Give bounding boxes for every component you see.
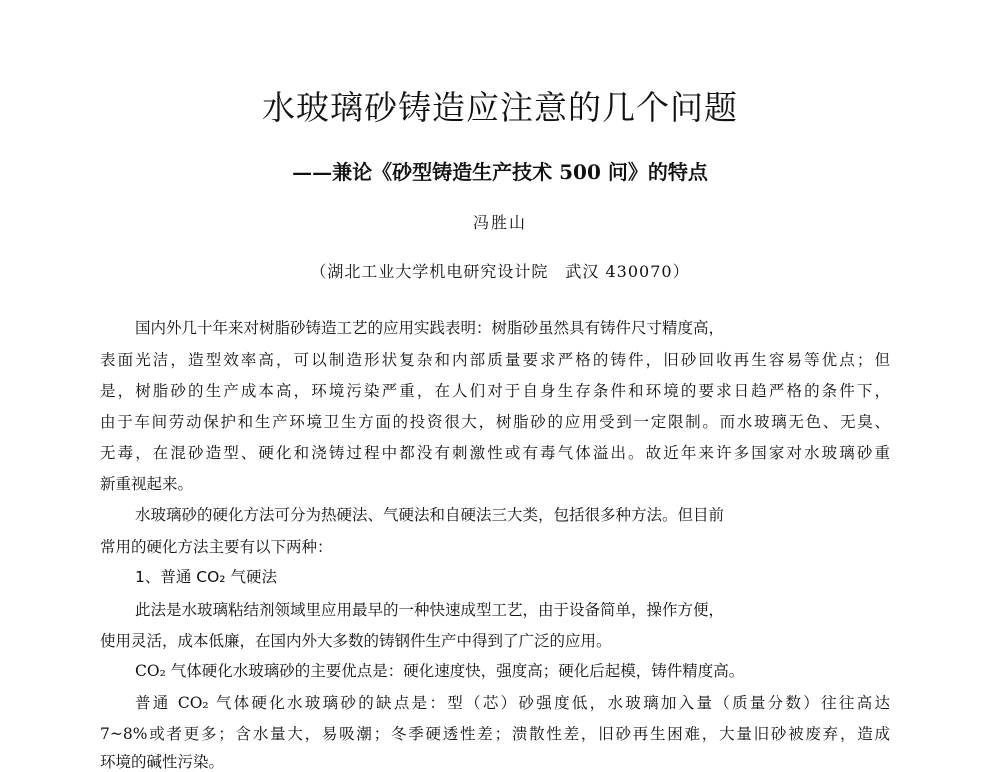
section-heading-co2-hardening: 1、普通 CO₂ 气硬法	[135, 568, 277, 586]
paragraph-1-line-2: 表面光洁，造型效率高，可以制造形状复杂和内部质量要求严格的铸件，旧砂回收再生容易等优点；但	[100, 351, 890, 369]
paragraph-3-line-1: 此法是水玻璃粘结剂领域里应用最早的一种快速成型工艺，由于设备简单，操作方便，	[135, 601, 725, 619]
paragraph-4-line-1: CO₂ 气体硬化水玻璃砂的主要优点是：硬化速度快，强度高；硬化后起模，铸件精度高。	[135, 662, 745, 680]
paragraph-5-line-2: 7~8%或者更多；含水量大，易吸潮；冬季硬透性差；溃散性差，旧砂再生困难，大量旧砂被废弃，造成	[100, 725, 890, 743]
paragraph-1-line-6: 新重视起来。	[100, 475, 194, 493]
paragraph-3-line-2: 使用灵活，成本低廉，在国内外大多数的铸钢件生产中得到了广泛的应用。	[100, 632, 612, 650]
author-affiliation: （湖北工业大学机电研究设计院 武汉 430070）	[310, 262, 690, 281]
paragraph-2-line-2: 常用的硬化方法主要有以下两种：	[100, 538, 333, 556]
paragraph-1-line-1: 国内外几十年来对树脂砂铸造工艺的应用实践表明：树脂砂虽然具有铸件尺寸精度高，	[135, 319, 725, 337]
paragraph-1-line-4: 由于车间劳动保护和生产环境卫生方面的投资很大，树脂砂的应用受到一定限制。而水玻璃无色、无臭、	[100, 413, 890, 431]
author-name: 冯胜山	[472, 213, 527, 232]
paragraph-1-line-3: 是，树脂砂的生产成本高，环境污染严重，在人们对于自身生存条件和环境的要求日趋严格的条件下，	[100, 382, 890, 400]
article-subtitle: ——兼论《砂型铸造生产技术 500 问》的特点	[292, 160, 708, 184]
paragraph-1-line-5: 无毒，在混砂造型、硬化和浇铸过程中都没有刺激性或有毒气体溢出。故近年来许多国家对水玻璃砂重	[100, 444, 890, 462]
article-title: 水玻璃砂铸造应注意的几个问题	[262, 88, 738, 127]
paragraph-5-line-1: 普通 CO₂ 气体硬化水玻璃砂的缺点是：型（芯）砂强度低，水玻璃加入量（质量分数）往往高达	[135, 694, 890, 712]
paragraph-2-line-1: 水玻璃砂的硬化方法可分为热硬法、气硬法和自硬法三大类，包括很多种方法。但目前	[135, 506, 725, 524]
paragraph-5-line-3: 环境的碱性污染。	[100, 753, 225, 771]
